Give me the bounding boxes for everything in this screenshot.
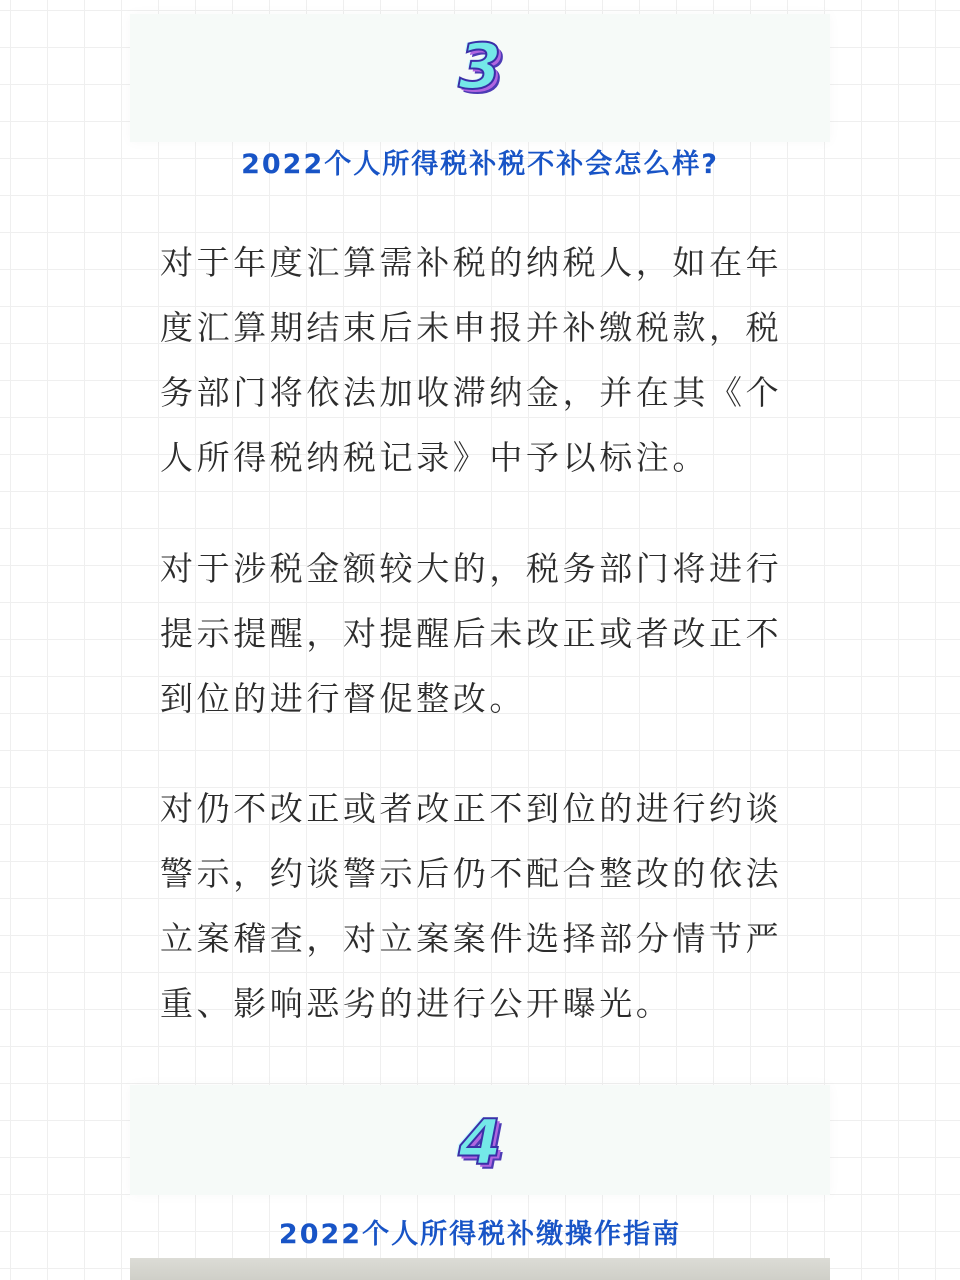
- section-number-3: 3: [458, 30, 502, 103]
- section-4-title: 2022个人所得税补缴操作指南: [278, 1219, 682, 1250]
- paragraph-late-fee: 对于年度汇算需补税的纳税人，如在年度汇算期结束后未申报并补缴税款，税务部门将依法加收滞纳金，并在其《个人所得税纳税记录》中予以标注。: [160, 243, 783, 477]
- next-image-edge: [130, 1258, 830, 1280]
- paragraph-investigation: 对仍不改正或者改正不到位的进行约谈警示，约谈警示后仍不配合整改的依法立案稽查，对立案案件选择部分情节严重、影响恶劣的进行公开曝光。: [160, 789, 783, 1023]
- paragraph-reminder: 对于涉税金额较大的，税务部门将进行提示提醒，对提醒后未改正或者改正不到位的进行督促整改。: [160, 549, 783, 718]
- section-number-4: 4: [458, 1106, 502, 1179]
- section-3-title: 2022个人所得税补税不补会怎么样?: [241, 149, 719, 180]
